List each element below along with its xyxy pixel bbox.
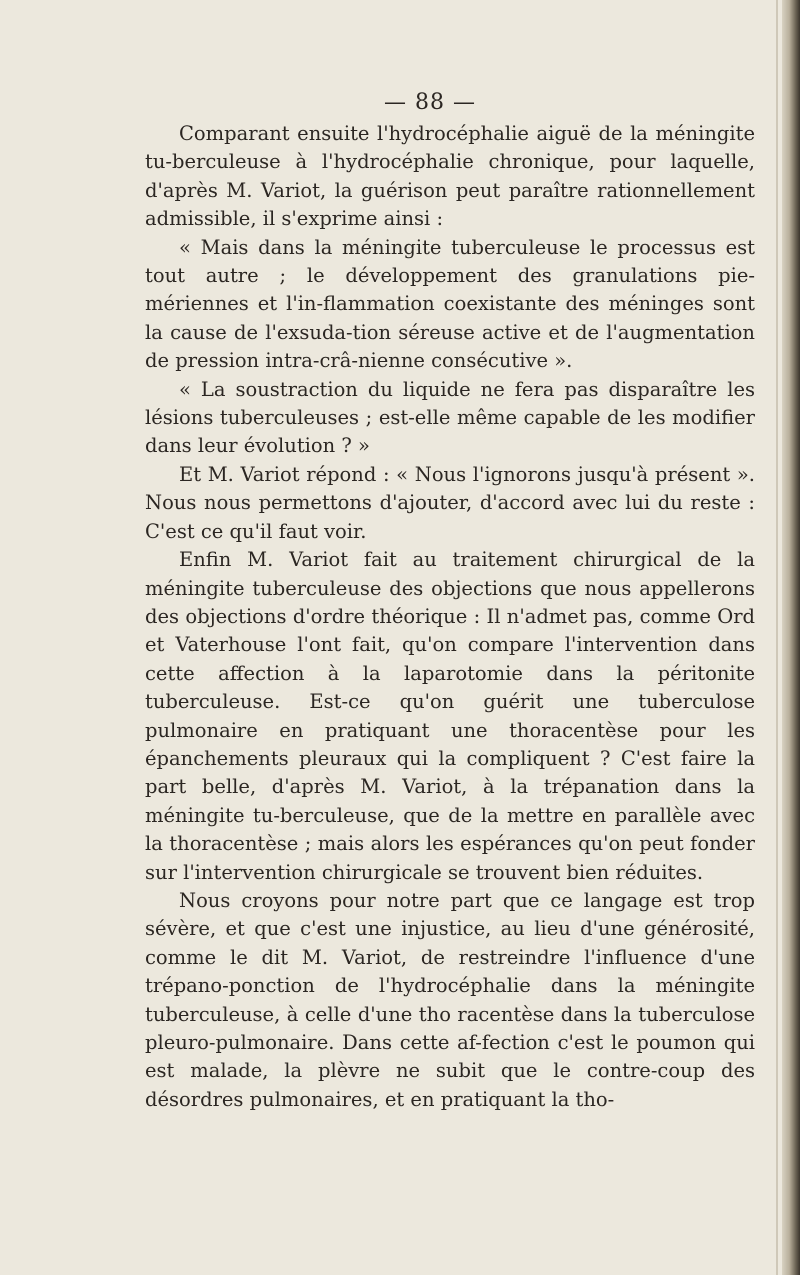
page-number: — 88 — xyxy=(384,90,476,115)
paragraph: Comparant ensuite l'hydrocéphalie aiguë de la méningite tu-berculeuse à l'hydrocéphalie chronique, pour laquelle, d'après M. Variot, la guérison peut paraître rationnellement admissible, il s'exprime ainsi : xyxy=(145,122,755,231)
paragraph: « Mais dans la méningite tuberculeuse le processus est tout autre ; le développement des granulations pie-mériennes et l'in-flammation coexistante des méninges sont la cause de l'exsuda-tion séreuse active et de l'augmentation de pression intra-crâ-nienne consécutive ». xyxy=(145,235,755,373)
body-text xyxy=(145,120,755,1114)
paragraph: Enfin M. Variot fait au traitement chirurgical de la méningite tuberculeuse des objections que nous appellerons des objections d'ordre théorique : Il n'admet pas, comme Ord et Vaterhouse l'ont fait, qu'on compare l'intervention dans cette affection à la laparotomie dans la péritonite tuberculeuse. Est-ce qu'on guérit une tuberculose pulmonaire en pratiquant une thoracentèse pour les épanchements pleuraux qui la compliquent ? C'est faire la part belle, d'après M. Variot, à la trépanation dans la méningite tu-berculeuse, que de la mettre en parallèle avec la thoracentèse ; mais alors les espérances qu'on peut fonder sur l'intervention chirurgicale se trouvent bien réduites. xyxy=(145,548,755,884)
paragraph: Et M. Variot répond : « Nous l'ignorons jusqu'à présent ». Nous nous permettons d'ajouter, d'accord avec lui du reste : C'est ce qu'il faut voir. xyxy=(145,462,755,543)
paragraph: « La soustraction du liquide ne fera pas disparaître les lésions tuberculeuses ; est-elle même capable de les modifier dans leur évolution ? » xyxy=(145,377,755,458)
paragraph: Nous croyons pour notre part que ce langage est trop sévère, et que c'est une injustice, au lieu d'une générosité, comme le dit M. Variot, de restreindre l'influence d'une trépano-ponction de l'hydrocéphalie dans la méningite tuberculeuse, à celle d'une tho racentèse dans la tuberculose pleuro-pulmonaire. Dans cette af-fection c'est le poumon qui est malade, la plèvre ne subit que le contre-coup des désordres pulmonaires, et en pratiquant la tho- xyxy=(145,888,755,1111)
page-edge-line xyxy=(776,0,778,1275)
book-spine-edge xyxy=(782,0,800,1275)
